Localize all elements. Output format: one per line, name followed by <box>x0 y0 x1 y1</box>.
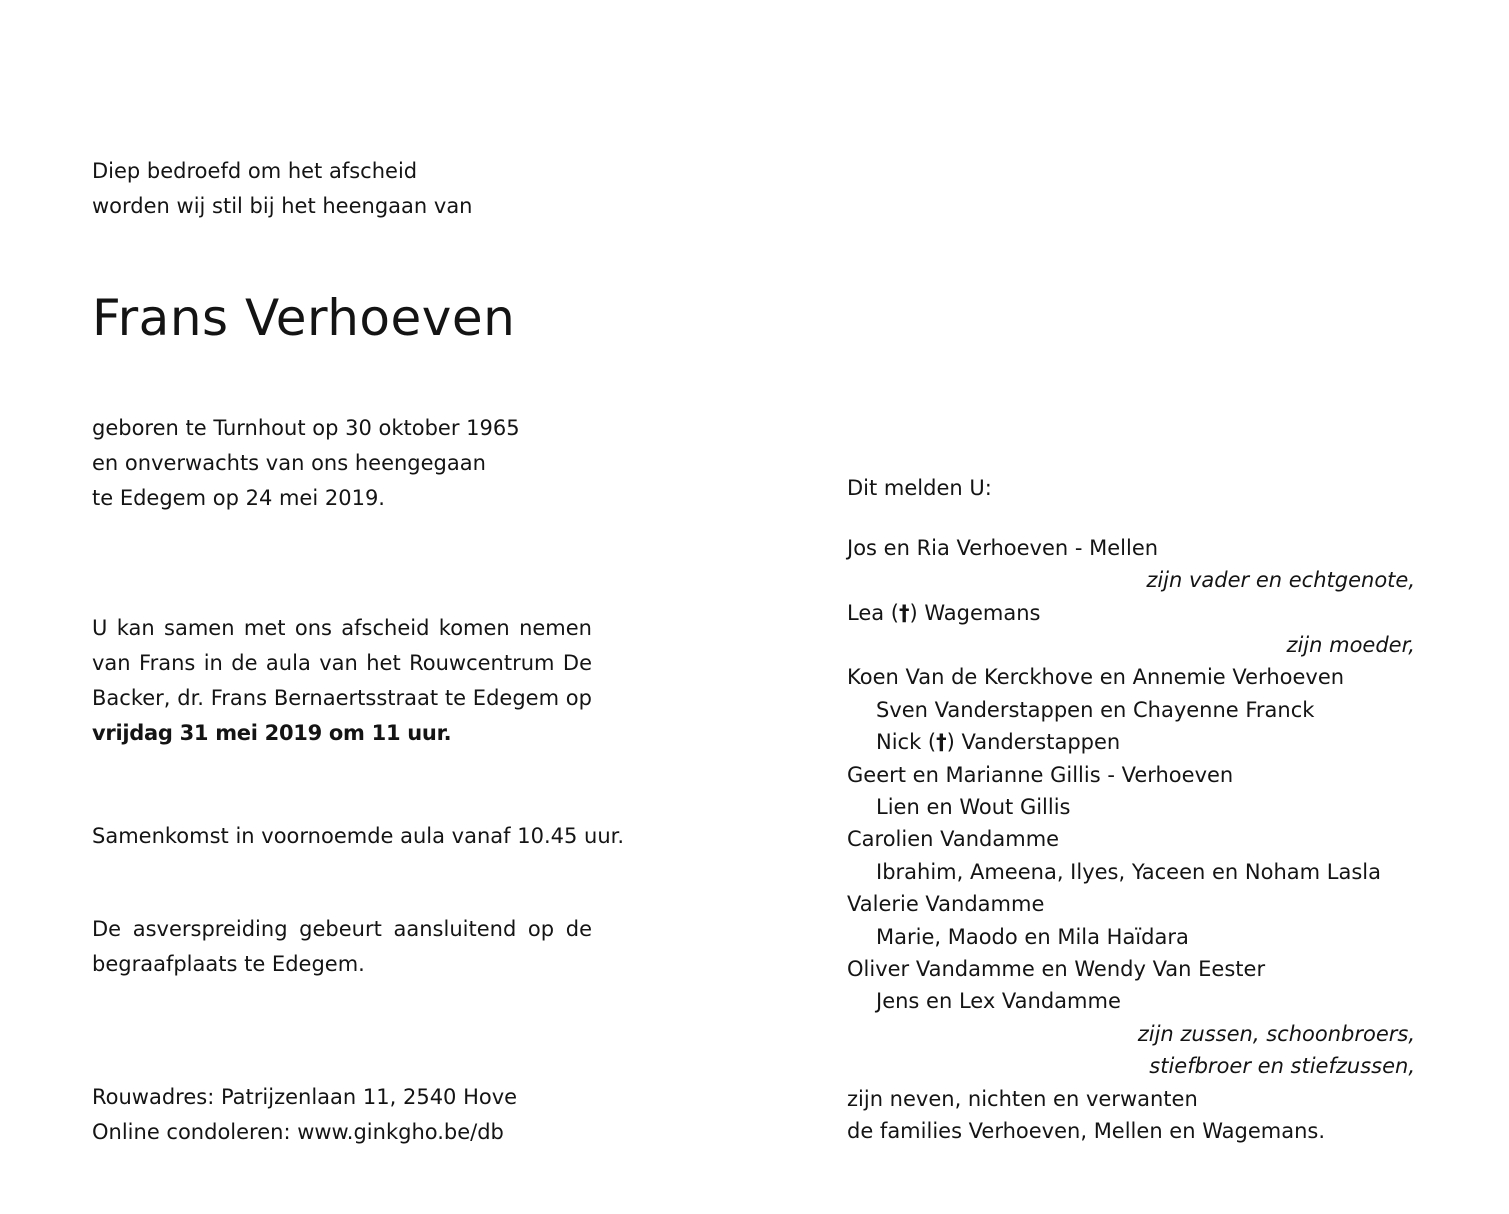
farewell-line-3: Backer, dr. Frans Bernaertsstraat te Edegem op <box>92 686 592 710</box>
mother-role: zijn moeder, <box>1286 633 1415 657</box>
birth-line-2: en onverwachts van ons heengegaan <box>92 451 486 475</box>
farewell-date: vrijdag 31 mei 2019 om 11 uur. <box>92 721 452 745</box>
farewell-line-2: van Frans in de aula van het Rouwcentrum De <box>92 651 592 675</box>
family-mother: Lea (†) Wagemans <box>847 601 1041 625</box>
intro-line-2: worden wij stil bij het heengaan van <box>92 194 473 218</box>
birth-line-1: geboren te Turnhout op 30 oktober 1965 <box>92 416 520 440</box>
deceased-name: Frans Verhoeven <box>92 289 516 347</box>
scattering-line-1: De asverspreiding gebeurt aansluitend op de <box>92 917 592 941</box>
family-relatives: zijn neven, nichten en verwanten <box>847 1087 1198 1111</box>
cross-icon: † <box>936 730 947 754</box>
sibling-4-children: Marie, Maodo en Mila Haïdara <box>876 925 1189 949</box>
family-parents: Jos en Ria Verhoeven - Mellen <box>847 536 1159 560</box>
family-sibling-4: Valerie Vandamme <box>847 892 1045 916</box>
family-sibling-1: Koen Van de Kerckhove en Annemie Verhoeven <box>847 665 1345 689</box>
farewell-line-1: U kan samen met ons afscheid komen nemen <box>92 616 592 640</box>
sibling-2-child-1: Lien en Wout Gillis <box>876 795 1071 819</box>
farewell-paragraph <box>92 611 592 751</box>
scattering-line-2: begraafplaats te Edegem. <box>92 952 365 976</box>
sibling-3-children: Ibrahim, Ameena, Ilyes, Yaceen en Noham Lasla <box>876 860 1381 884</box>
family-sibling-3: Carolien Vandamme <box>847 827 1060 851</box>
family-families: de families Verhoeven, Mellen en Wagemans. <box>847 1119 1325 1143</box>
birth-line-3: te Edegem op 24 mei 2019. <box>92 486 385 510</box>
family-heading: Dit melden U: <box>847 476 992 500</box>
cross-icon: † <box>899 601 910 625</box>
sibling-1-child-1: Sven Vanderstappen en Chayenne Franck <box>876 698 1315 722</box>
parents-role: zijn vader en echtgenote, <box>1146 568 1415 592</box>
condolences-line: Online condoleren: www.ginkgho.be/db <box>92 1120 504 1144</box>
sibling-5-children: Jens en Lex Vandamme <box>876 989 1121 1013</box>
sibling-1-child-2: Nick (†) Vanderstappen <box>876 730 1121 754</box>
intro-line-1: Diep bedroefd om het afscheid <box>92 159 418 183</box>
siblings-role-2: stiefbroer en stiefzussen, <box>1149 1054 1415 1078</box>
family-sibling-5: Oliver Vandamme en Wendy Van Eester <box>847 957 1266 981</box>
scattering-paragraph <box>92 912 592 982</box>
siblings-role-1: zijn zussen, schoonbroers, <box>1137 1022 1415 1046</box>
address-line: Rouwadres: Patrijzenlaan 11, 2540 Hove <box>92 1085 518 1109</box>
family-sibling-2: Geert en Marianne Gillis - Verhoeven <box>847 763 1234 787</box>
gathering-line: Samenkomst in voornoemde aula vanaf 10.45 uur. <box>92 824 625 848</box>
